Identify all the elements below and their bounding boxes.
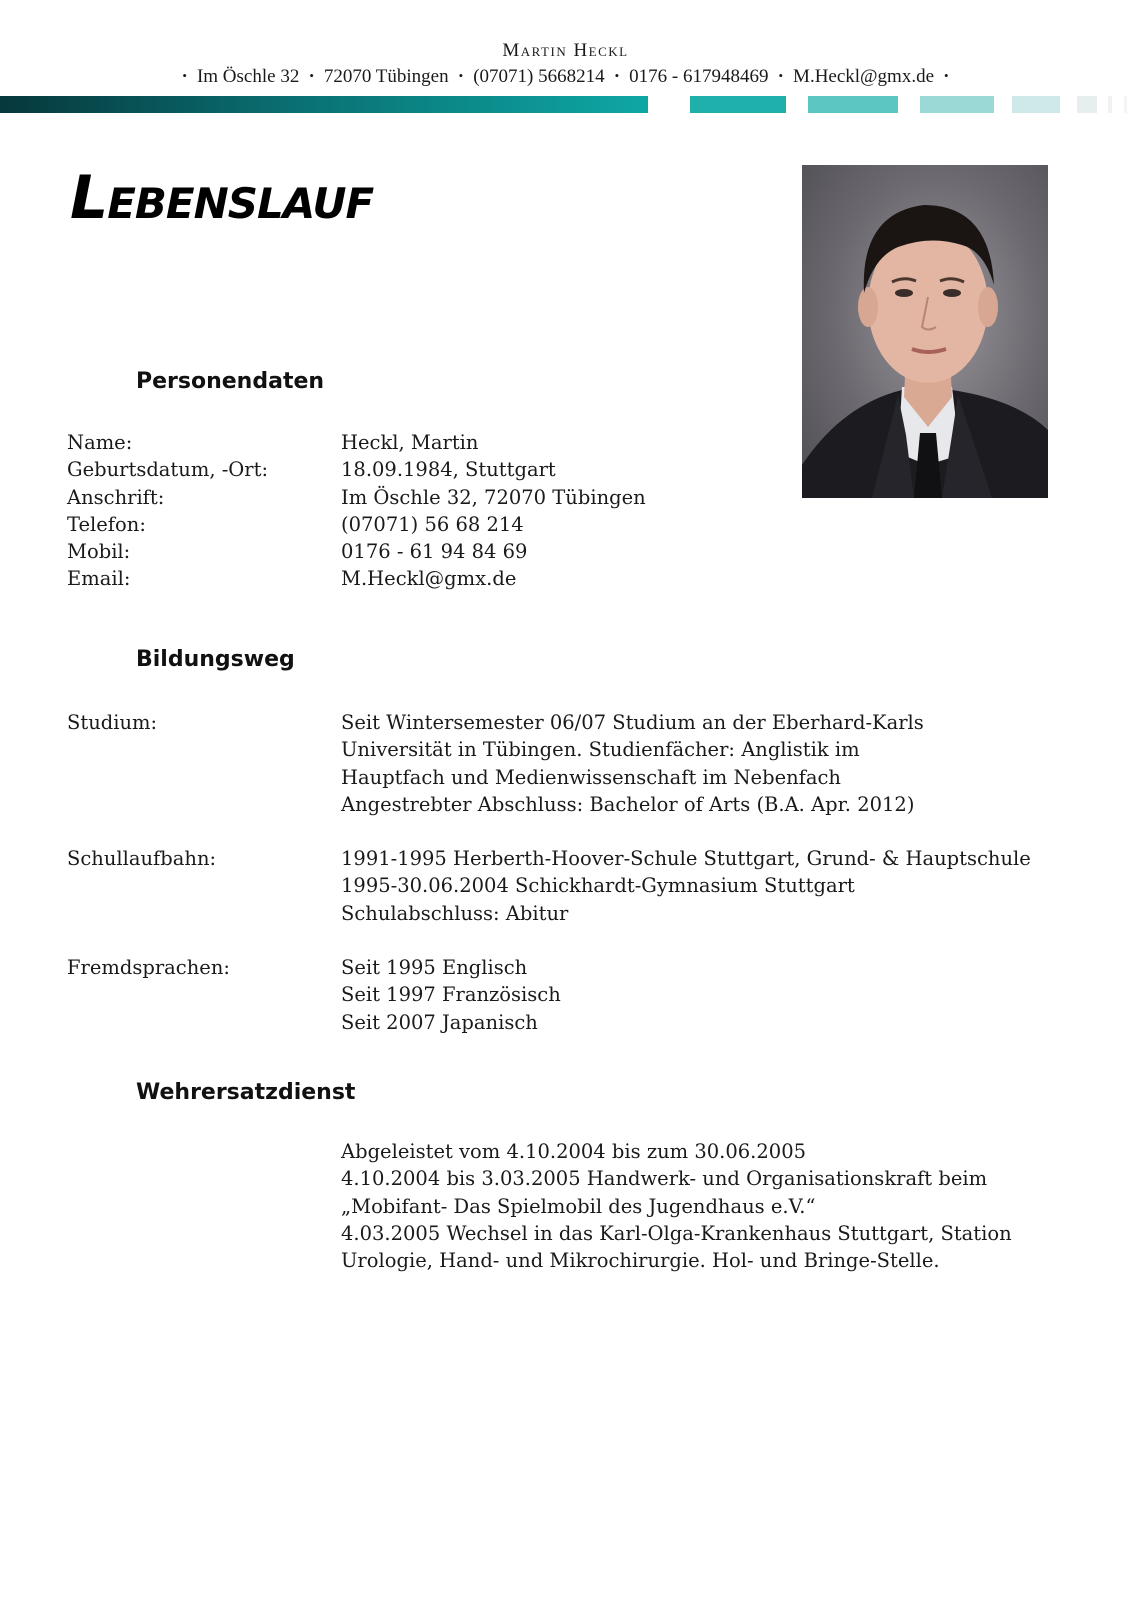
entry-line: Seit 1995 Englisch xyxy=(341,956,528,980)
personal-data-list xyxy=(67,429,1067,593)
entry-line: 1991-1995 Herberth-Hoover-Schule Stuttgart, Grund- & Hauptschule xyxy=(341,847,1031,871)
page-title: Lebenslauf xyxy=(70,163,374,233)
header-bar-segment xyxy=(1108,96,1112,113)
entry-text xyxy=(341,954,1067,1036)
field-label: Anschrift: xyxy=(67,485,165,509)
personal-row-birth xyxy=(67,456,1067,483)
field-value: 18.09.1984, Stuttgart xyxy=(341,458,556,482)
personal-row-name xyxy=(67,429,1067,456)
entry-line: „Mobifant- Das Spielmobil des Jugendhaus e.V.“ xyxy=(341,1194,816,1218)
personal-row-phone xyxy=(67,511,1067,538)
contact-phone: (07071) 5668214 xyxy=(473,66,605,87)
contact-city: 72070 Tübingen xyxy=(323,66,449,87)
personal-row-email xyxy=(67,565,1067,592)
header-bar-segment xyxy=(1124,96,1127,113)
entry-line: Abgeleistet vom 4.10.2004 bis zum 30.06.2005 xyxy=(341,1140,807,1163)
contact-line xyxy=(0,66,1131,88)
entry-text xyxy=(341,709,1067,818)
field-label: Telefon: xyxy=(67,512,146,536)
section-title-personal: Personendaten xyxy=(136,369,325,394)
section-title-service: Wehrersatzdienst xyxy=(136,1080,356,1105)
field-value: M.Heckl@gmx.de xyxy=(341,567,517,591)
bullet-separator: • xyxy=(614,68,620,83)
header-bar-segment xyxy=(1077,96,1097,113)
field-value: Im Öschle 32, 72070 Tübingen xyxy=(341,485,646,509)
entry-label: Schullaufbahn: xyxy=(67,847,217,871)
entry-label: Fremdsprachen: xyxy=(67,956,230,980)
personal-row-mobile xyxy=(67,538,1067,565)
section-title-education: Bildungsweg xyxy=(136,647,295,672)
header-name: Martin Heckl xyxy=(502,40,629,61)
field-value: (07071) 56 68 214 xyxy=(341,512,524,536)
contact-street: Im Öschle 32 xyxy=(196,66,300,87)
contact-email: M.Heckl@gmx.de xyxy=(793,66,935,87)
field-label: Mobil: xyxy=(67,540,131,564)
contact-mobile: 0176 - 617948469 xyxy=(629,66,769,87)
entry-text xyxy=(341,1138,1067,1274)
entry-line: Universität in Tübingen. Studienfächer: Anglistik im xyxy=(341,738,860,762)
bullet-separator: • xyxy=(458,68,464,83)
education-list xyxy=(67,709,1067,1036)
entry-line: Seit 1997 Französisch xyxy=(341,983,561,1007)
bullet-separator: • xyxy=(182,68,187,83)
entry-line: Hauptfach und Medienwissenschaft im Nebenfach xyxy=(341,765,841,789)
education-entry-studies xyxy=(67,709,1067,818)
entry-text xyxy=(341,845,1067,927)
field-value: 0176 - 61 94 84 69 xyxy=(341,540,528,564)
education-entry-school xyxy=(67,845,1067,927)
entry-line: Seit 2007 Japanisch xyxy=(341,1010,538,1034)
entry-line: 4.03.2005 Wechsel in das Karl-Olga-Krankenhaus Stuttgart, Station xyxy=(341,1221,1012,1245)
entry-line: Angestrebter Abschluss: Bachelor of Arts (B.A. Apr. 2012) xyxy=(341,792,915,816)
header-bar-segment xyxy=(1012,96,1060,113)
entry-label: Studium: xyxy=(67,711,158,734)
entry-line: 1995-30.06.2004 Schickhardt-Gymnasium Stuttgart xyxy=(341,874,855,898)
entry-line: Seit Wintersemester 06/07 Studium an der Eberhard-Karls xyxy=(341,711,924,734)
field-label: Email: xyxy=(67,567,131,591)
entry-line: 4.10.2004 bis 3.03.2005 Handwerk- und Organisationskraft beim xyxy=(341,1167,988,1191)
header-bar-segment xyxy=(920,96,994,113)
personal-row-address xyxy=(67,484,1067,511)
service-entry xyxy=(67,1138,1067,1274)
entry-line: Urologie, Hand- und Mikrochirurgie. Hol- und Bringe-Stelle. xyxy=(341,1249,940,1273)
field-label: Name: xyxy=(67,431,133,454)
header-bar-segment xyxy=(808,96,898,113)
field-value: Heckl, Martin xyxy=(341,431,479,454)
bullet-separator: • xyxy=(309,68,314,83)
entry-line: Schulabschluss: Abitur xyxy=(341,901,569,925)
header-bar-segment xyxy=(690,96,786,113)
bullet-separator: • xyxy=(944,68,949,83)
bullet-separator: • xyxy=(778,68,784,83)
service-list xyxy=(67,1138,1067,1274)
header-bar-main xyxy=(0,96,648,113)
education-entry-languages xyxy=(67,954,1067,1036)
field-label: Geburtsdatum, -Ort: xyxy=(67,458,269,482)
